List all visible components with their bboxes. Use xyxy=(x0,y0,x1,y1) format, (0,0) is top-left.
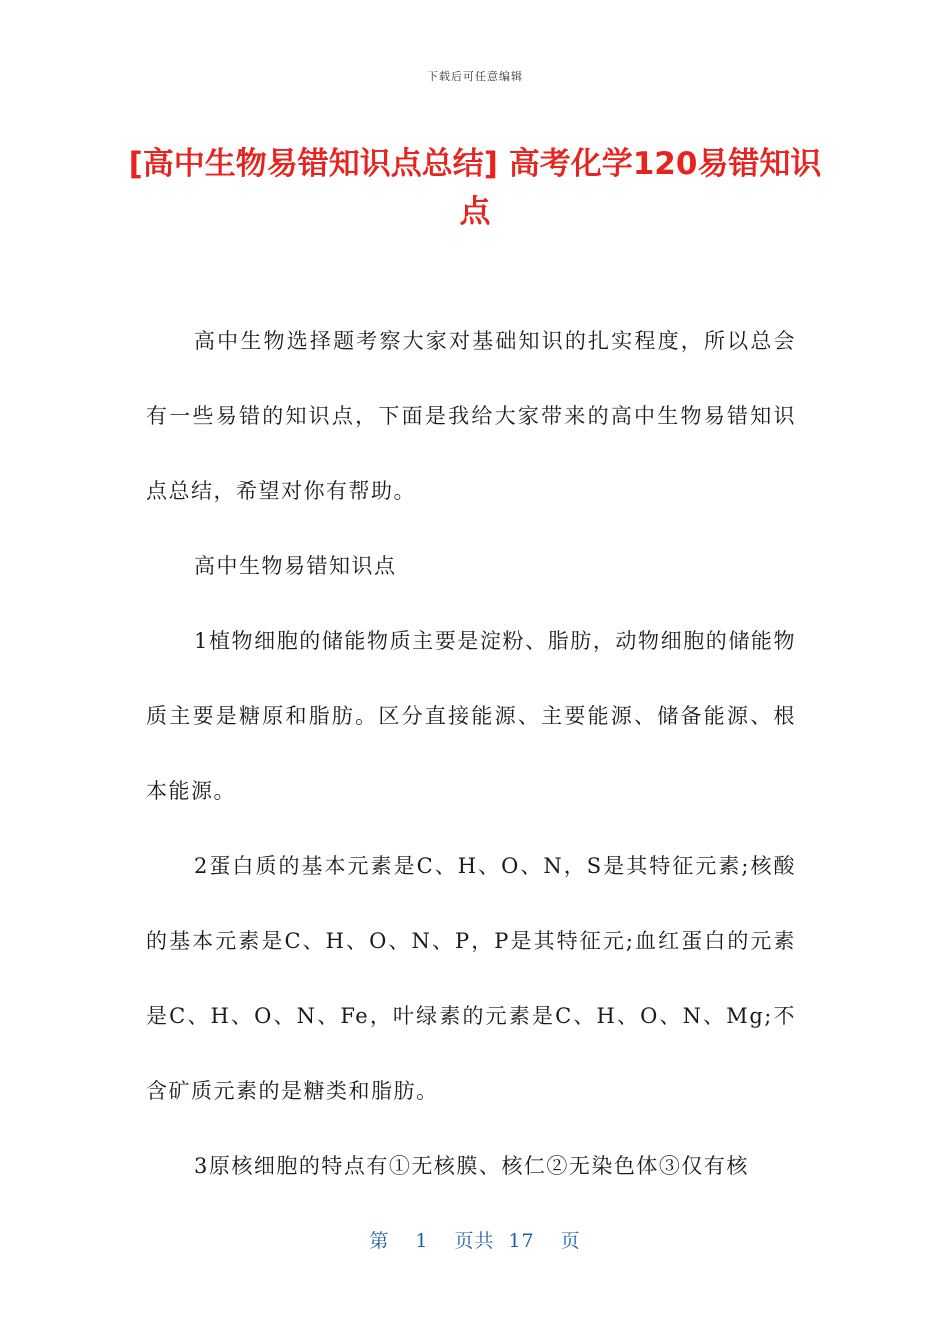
footer-total-pages: 17 xyxy=(508,1230,535,1252)
page-footer xyxy=(0,1226,950,1253)
footer-current-page: 1 xyxy=(415,1230,429,1252)
paragraph-point-2: 2蛋白质的基本元素是C、H、O、N，S是其特征元素;核酸的基本元素是C、H、O、N、P，P是其特征元;血红蛋白的元素是C、H、O、N、Fe，叶绿素的元素是C、H、O、N、Mg;不含矿质元素的是糖类和脂肪。 xyxy=(146,854,796,1103)
paragraph-section-heading: 高中生物易错知识点 xyxy=(194,554,397,578)
footer-page-mid: 页共 xyxy=(454,1230,495,1252)
footer-page-suffix: 页 xyxy=(560,1230,581,1252)
paragraph-intro: 高中生物选择题考察大家对基础知识的扎实程度，所以总会有一些易错的知识点，下面是我给大家带来的高中生物易错知识点总结，希望对你有帮助。 xyxy=(146,329,796,503)
paragraph-point-1: 1植物细胞的储能物质主要是淀粉、脂肪，动物细胞的储能物质主要是糖原和脂肪。区分直接能源、主要能源、储备能源、根本能源。 xyxy=(146,629,796,803)
document-body xyxy=(146,304,796,1204)
header-note: 下载后可任意编辑 xyxy=(427,70,523,83)
footer-page-prefix: 第 xyxy=(369,1230,390,1252)
paragraph-point-3: 3原核细胞的特点有①无核膜、核仁②无染色体③仅有核 xyxy=(194,1154,749,1178)
document-title: [高中生物易错知识点总结] 高考化学120易错知识点 xyxy=(128,146,822,230)
